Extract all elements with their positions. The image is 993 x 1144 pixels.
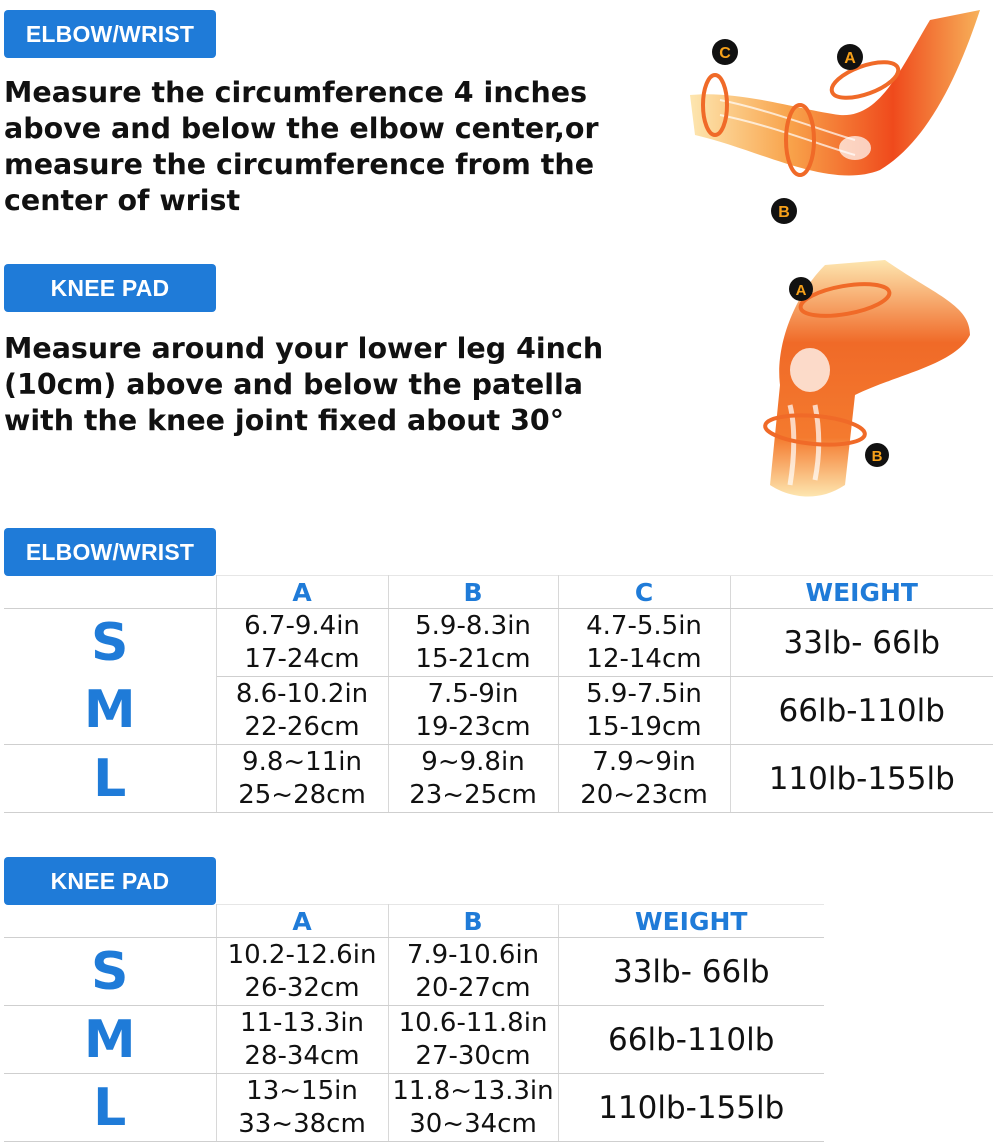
instruction-line: (10cm) above and below the patella	[4, 368, 583, 401]
cell-a-in: 8.6-10.2in	[216, 677, 388, 711]
cell-b-cm: 30~34cm	[388, 1108, 558, 1142]
cell-b-cm: 20-27cm	[388, 972, 558, 1006]
size-l: L	[4, 745, 216, 813]
table-row	[4, 745, 993, 779]
cell-a-in: 13~15in	[216, 1074, 388, 1108]
cell-b-cm: 23~25cm	[388, 779, 558, 813]
header-b: B	[388, 905, 558, 938]
cell-weight: 33lb- 66lb	[730, 609, 993, 677]
marker-c-label: C	[719, 45, 731, 62]
cell-weight: 110lb-155lb	[558, 1074, 824, 1142]
knee-instructions	[4, 331, 603, 439]
marker-b-label: B	[871, 448, 883, 465]
knee-size-table	[4, 904, 824, 1142]
marker-b-label: B	[778, 204, 790, 221]
size-s: S	[4, 938, 216, 1006]
cell-a-cm: 17-24cm	[216, 643, 388, 677]
header-c: C	[558, 576, 730, 609]
knee-table-tag: KNEE PAD	[4, 857, 216, 905]
cell-b-cm: 27-30cm	[388, 1040, 558, 1074]
cell-b-in: 11.8~13.3in	[392, 1075, 554, 1106]
header-a: A	[216, 905, 388, 938]
cell-c-in: 7.9~9in	[592, 746, 696, 777]
instruction-line: center of wrist	[4, 184, 241, 217]
size-s: S	[4, 609, 216, 677]
cell-weight: 33lb- 66lb	[558, 938, 824, 1006]
cell-c-in: 5.9-7.5in	[586, 678, 702, 709]
cell-c-cm: 15-19cm	[558, 711, 730, 745]
elbow-table-tag: ELBOW/WRIST	[4, 528, 216, 576]
marker-a-label: A	[795, 282, 807, 299]
header-b: B	[388, 576, 558, 609]
elbow-wrist-tag: ELBOW/WRIST	[4, 10, 216, 58]
header-blank	[4, 576, 216, 609]
table-row	[4, 1006, 824, 1040]
size-m: M	[4, 1006, 216, 1074]
table-header-row	[4, 905, 824, 938]
cell-b-in: 7.5-9in	[388, 677, 558, 711]
size-l: L	[4, 1074, 216, 1142]
knee-pad-tag: KNEE PAD	[4, 264, 216, 312]
instruction-line: above and below the elbow center,or	[4, 112, 599, 145]
cell-a-cm: 28-34cm	[216, 1040, 388, 1074]
cell-weight: 66lb-110lb	[730, 677, 993, 745]
elbow-instructions	[4, 75, 599, 219]
table-row	[4, 677, 993, 711]
cell-c-cm: 12-14cm	[558, 643, 730, 677]
table-row	[4, 609, 993, 643]
instruction-line: with the knee joint fixed about 30°	[4, 404, 564, 437]
cell-c-cm: 20~23cm	[558, 779, 730, 813]
elbow-size-table	[4, 575, 993, 813]
cell-c-in: 4.7-5.5in	[586, 610, 702, 641]
knee-illustration	[735, 255, 975, 525]
table-row	[4, 1074, 824, 1108]
arm-shape	[690, 10, 980, 175]
cell-b-in: 9~9.8in	[388, 745, 558, 779]
table-row	[4, 938, 824, 972]
instruction-line: Measure the circumference 4 inches	[4, 76, 588, 109]
cell-b-in: 10.6-11.8in	[398, 1007, 548, 1038]
marker-a-label: A	[844, 50, 856, 67]
header-a: A	[216, 576, 388, 609]
table-header-row	[4, 576, 993, 609]
cell-b-cm: 19-23cm	[388, 711, 558, 745]
cell-b-in: 5.9-8.3in	[388, 609, 558, 643]
cell-a-cm: 22-26cm	[216, 711, 388, 745]
cell-weight: 110lb-155lb	[730, 745, 993, 813]
header-blank	[4, 905, 216, 938]
cell-a-cm: 26-32cm	[216, 972, 388, 1006]
header-weight: WEIGHT	[730, 576, 993, 609]
instruction-line: Measure around your lower leg 4inch	[4, 332, 604, 365]
cell-a-in: 10.2-12.6in	[216, 938, 388, 972]
cell-a-in: 6.7-9.4in	[216, 609, 388, 643]
size-m: M	[4, 677, 216, 745]
elbow-illustration	[680, 0, 993, 240]
cell-a-in: 9.8~11in	[216, 745, 388, 779]
header-weight: WEIGHT	[558, 905, 824, 938]
cell-a-cm: 33~38cm	[216, 1108, 388, 1142]
cell-b-cm: 15-21cm	[388, 643, 558, 677]
cell-b-in: 7.9-10.6in	[406, 939, 540, 970]
instruction-line: measure the circumference from the	[4, 148, 595, 181]
cell-weight: 66lb-110lb	[558, 1006, 824, 1074]
cell-a-cm: 25~28cm	[216, 779, 388, 813]
cell-a-in: 11-13.3in	[216, 1006, 388, 1040]
